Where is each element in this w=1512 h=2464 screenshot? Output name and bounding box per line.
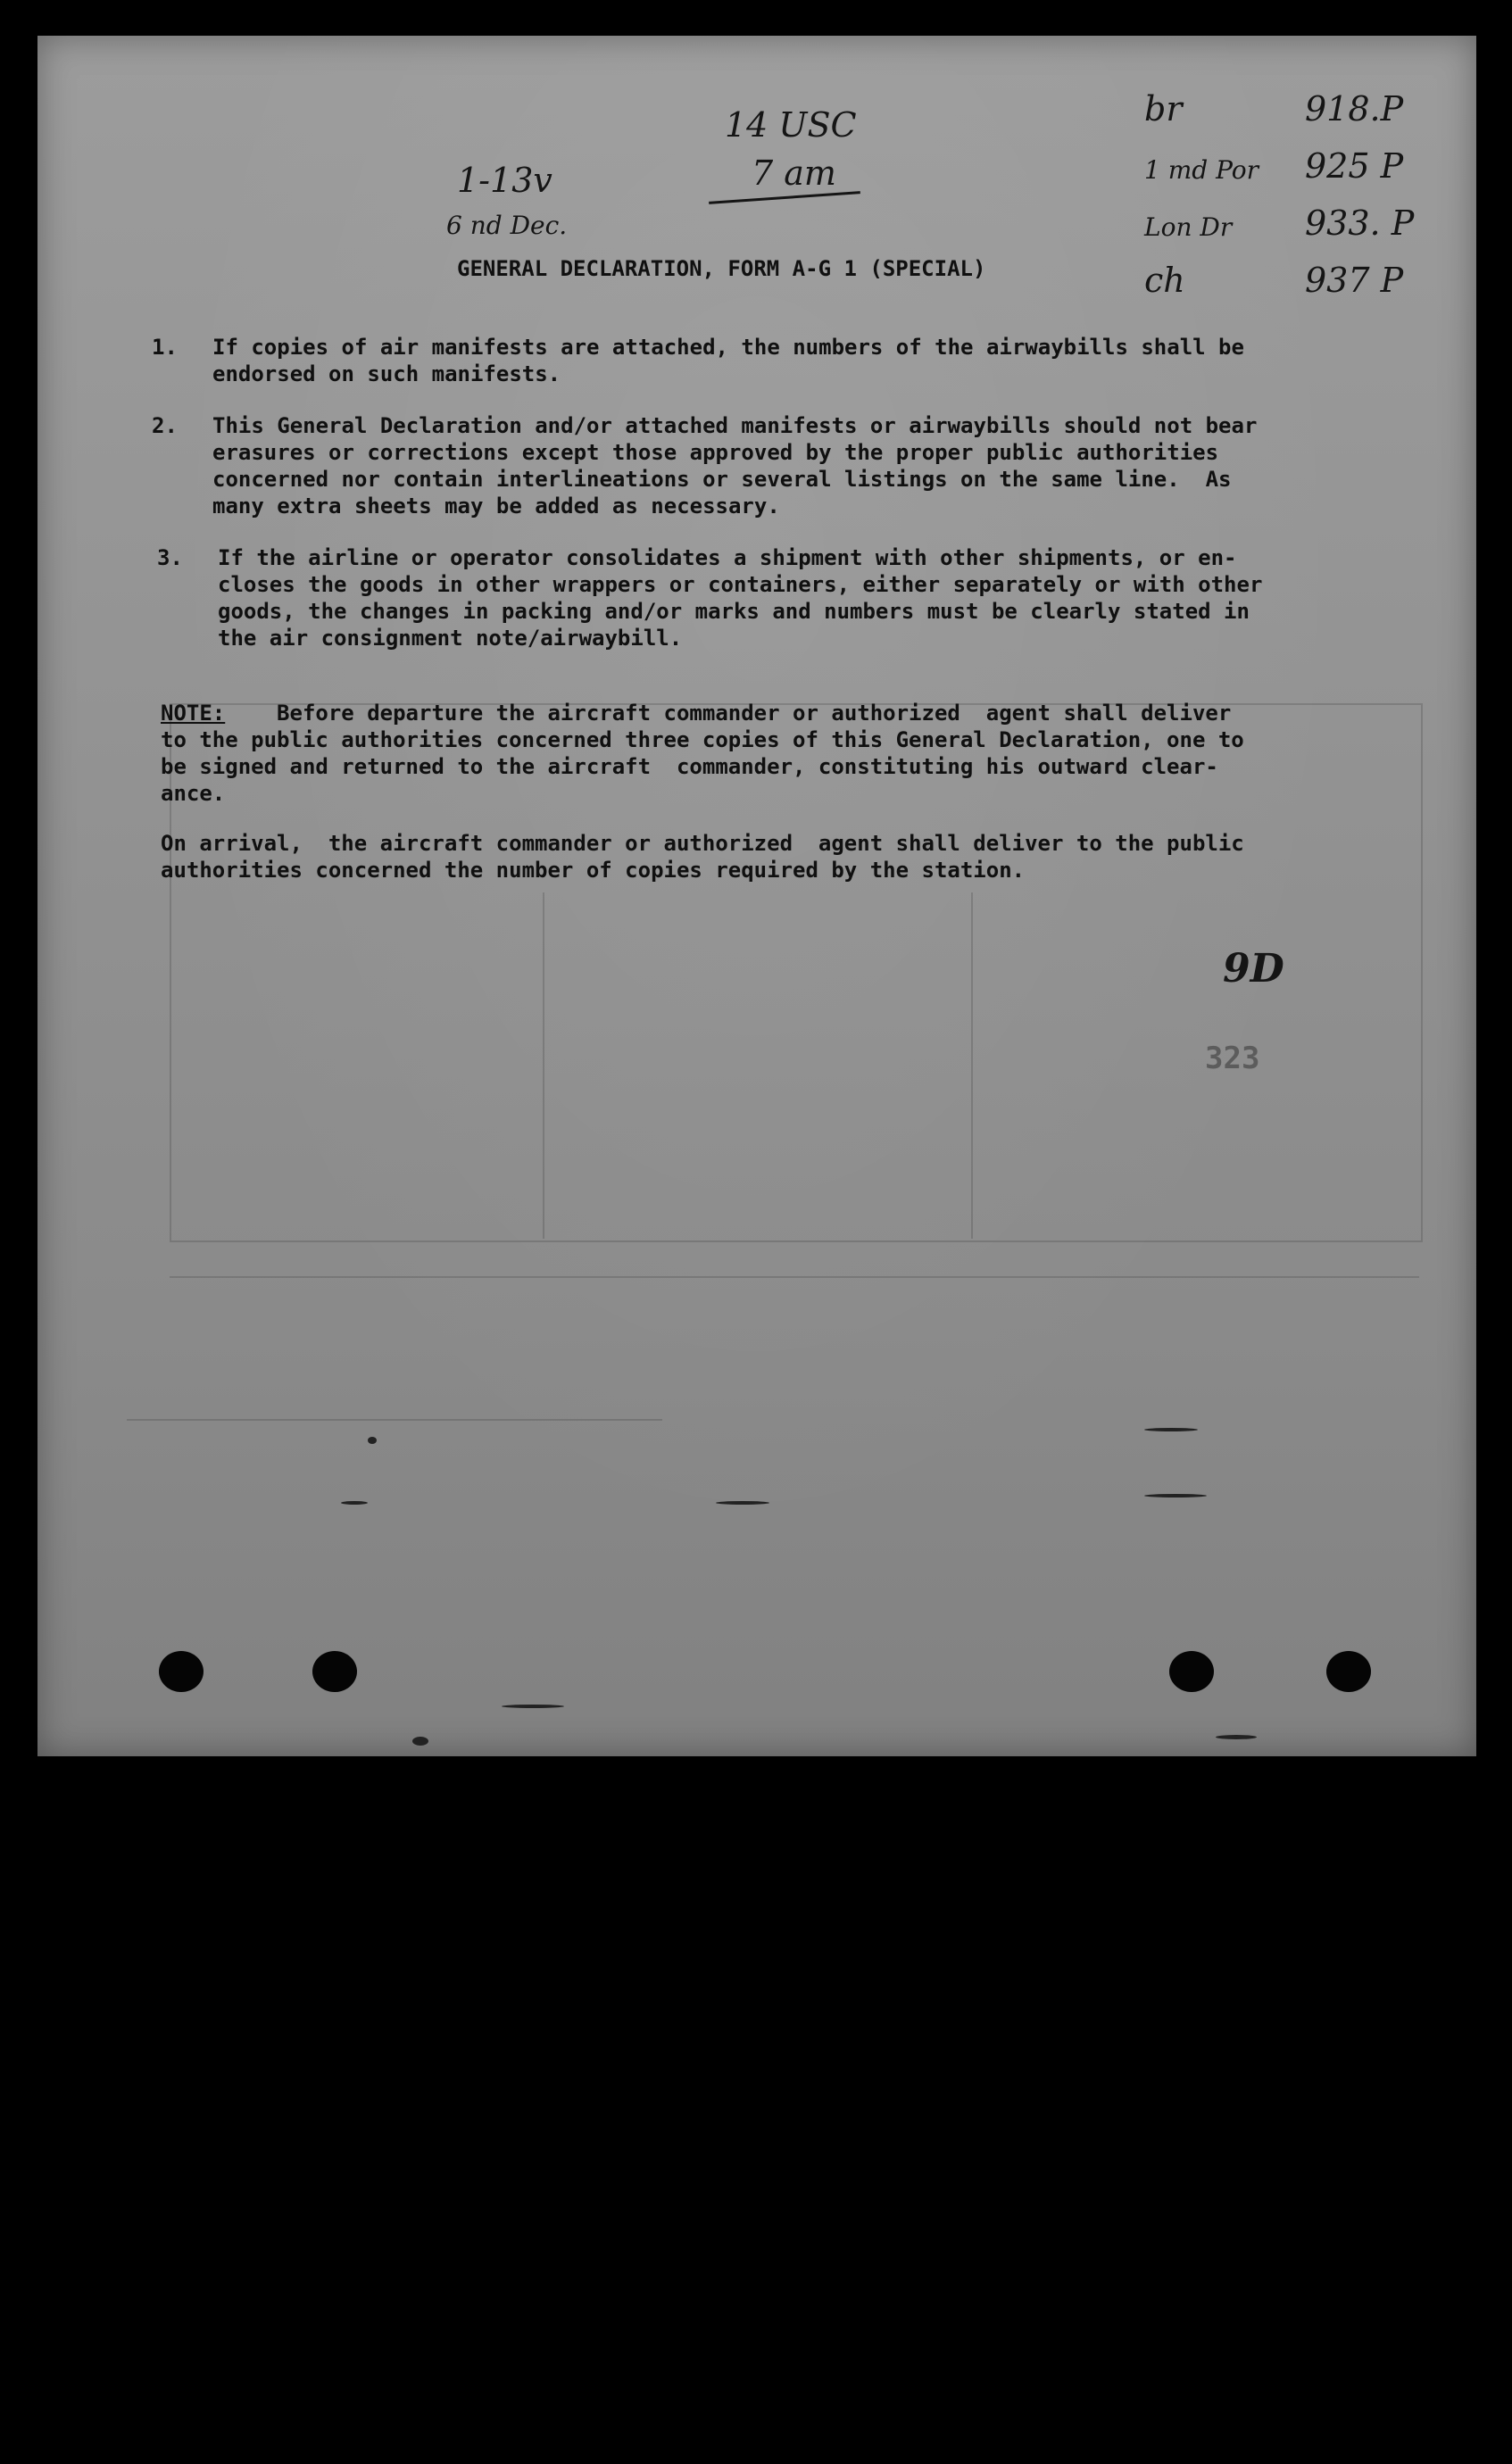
item-number: 3. bbox=[157, 545, 183, 570]
speck bbox=[412, 1737, 428, 1746]
handwritten-time-row: br 918.P bbox=[1144, 89, 1404, 129]
handwritten-initials: 9D bbox=[1223, 946, 1284, 991]
handwritten-note: 6 nd Dec. bbox=[446, 211, 568, 240]
punch-hole bbox=[159, 1651, 204, 1692]
handwritten-time-list bbox=[1144, 89, 1475, 318]
document-title: GENERAL DECLARATION, FORM A-G 1 (SPECIAL) bbox=[457, 256, 986, 281]
speck bbox=[716, 1501, 769, 1505]
note-label: NOTE: bbox=[161, 701, 226, 726]
handwritten-time-row: ch 937 P bbox=[1144, 261, 1404, 300]
speck bbox=[1216, 1735, 1257, 1739]
note-paragraph: NOTE: Before departure the aircraft commander or authorized agent shall deliver to the public authorities concerned three copies of this General Declaration, one to be signed and returned to the aircraft commander, constituting his outward clear- ance. bbox=[161, 701, 1244, 806]
bleed-through-rule bbox=[170, 1276, 1419, 1278]
punch-hole bbox=[312, 1651, 357, 1692]
handwritten-time-row: 1 md Por 925 P bbox=[1144, 146, 1404, 186]
punch-hole bbox=[1169, 1651, 1214, 1692]
list-item: If copies of air manifests are attached, the numbers of the airwaybills shall be endorsed on such manifests. bbox=[212, 335, 1244, 386]
speck bbox=[368, 1437, 377, 1444]
speck bbox=[341, 1501, 368, 1505]
handwritten-note: 1-13v bbox=[457, 161, 552, 200]
item-number: 1. bbox=[152, 335, 178, 360]
handwritten-note: 14 USC bbox=[725, 105, 857, 145]
bleed-through-divider bbox=[543, 892, 544, 1239]
list-item: If the airline or operator consolidates a shipment with other shipments, or en- closes the goods in other wrappers or containers, either separately or with other goods, the changes in packing and/or marks and numbers must be clearly stated in the air consignment note/airwaybill. bbox=[218, 545, 1263, 651]
punch-hole bbox=[1326, 1651, 1371, 1692]
speck bbox=[1144, 1494, 1207, 1497]
handwritten-underline bbox=[709, 191, 860, 204]
speck bbox=[502, 1705, 564, 1708]
handwritten-note: 7 am bbox=[752, 153, 836, 193]
list-item: This General Declaration and/or attached manifests or airwaybills should not bear erasures or corrections except those approved by the proper public authorities concerned nor contain interlineations or several listings on the same line. As many extra sheets may be added as necessary. bbox=[212, 413, 1258, 519]
document-page bbox=[37, 36, 1476, 1756]
item-number: 2. bbox=[152, 413, 178, 438]
handwritten-time-row: Lon Dr 933. P bbox=[1144, 203, 1415, 243]
bleed-through-divider bbox=[971, 892, 973, 1239]
speck bbox=[1144, 1428, 1198, 1431]
page-number-stamp: 323 bbox=[1205, 1041, 1260, 1076]
bleed-through-rule bbox=[127, 1419, 662, 1421]
arrival-paragraph: On arrival, the aircraft commander or authorized agent shall deliver to the public authorities concerned the number of copies required by the station. bbox=[161, 831, 1244, 883]
